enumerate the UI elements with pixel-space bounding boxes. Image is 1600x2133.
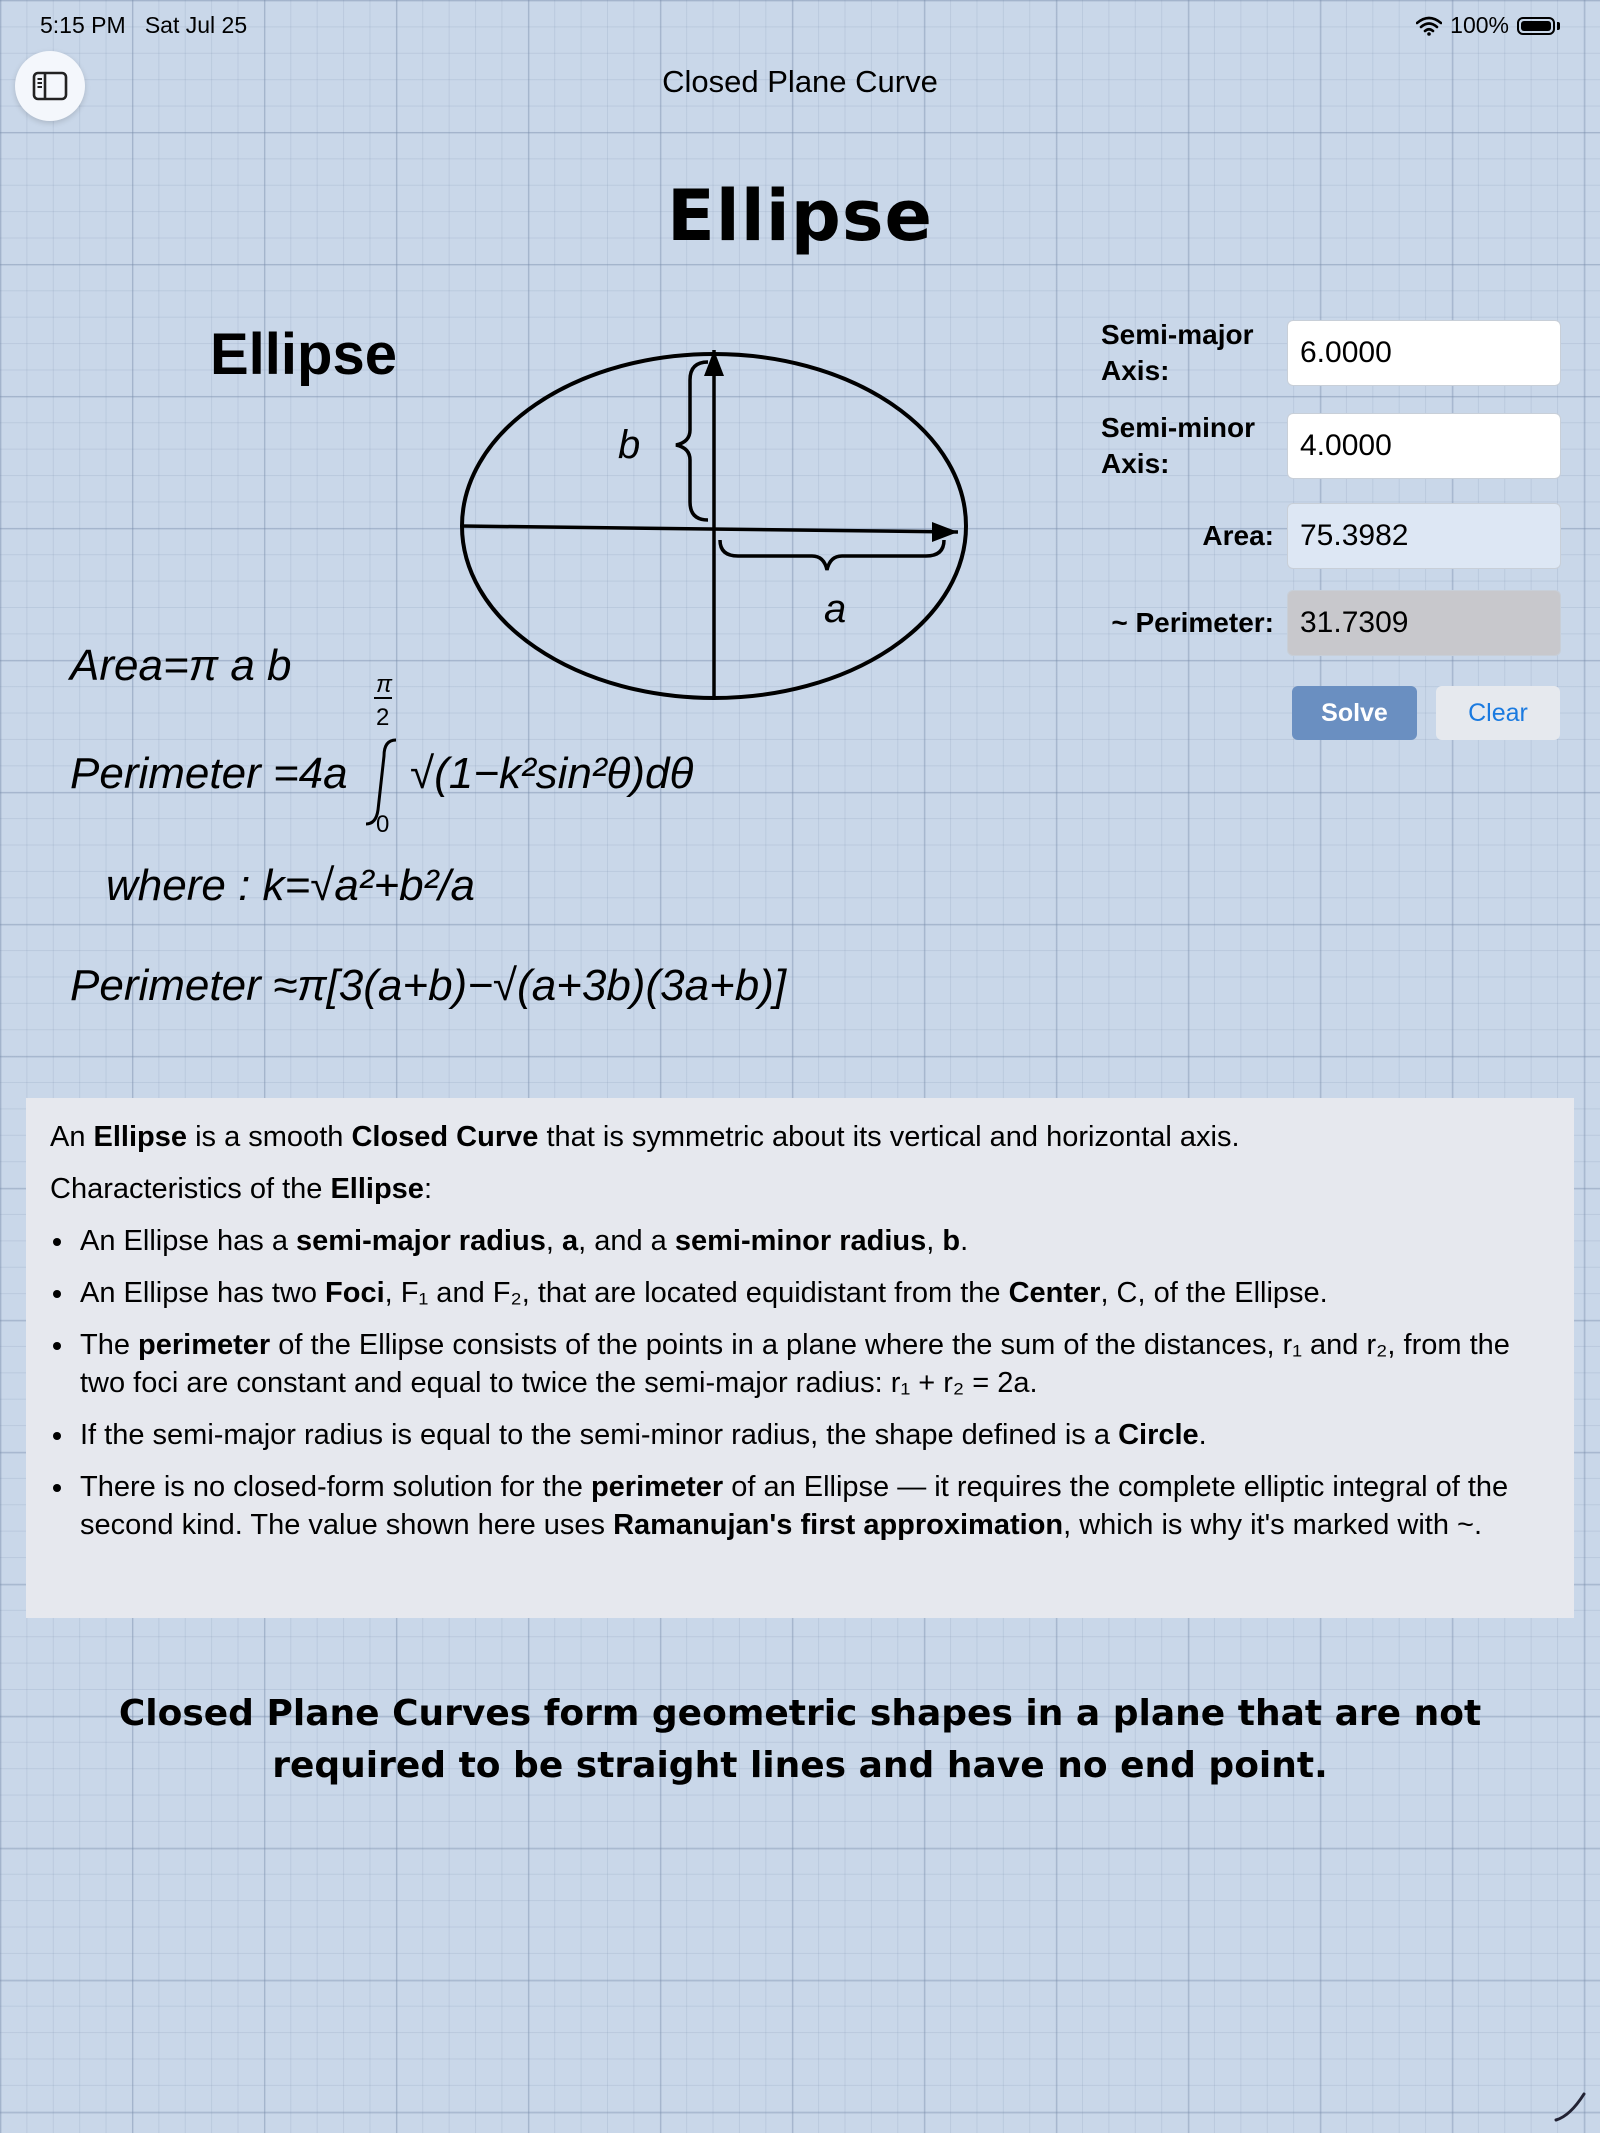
brace-b [676,362,708,520]
list-item: • If the semi-major radius is equal to the semi-minor radius, the shape defined is a Circle. [76,1416,1550,1454]
characteristics-list [50,1222,1550,1544]
info-panel [26,1098,1574,1618]
where-formula: where : k=√a²+b²/a [106,861,475,910]
list-item: • The perimeter of the Ellipse consists of the points in a plane where the sum of the distances, r₁ and r₂, from the two foci are constant and equal to twice the semi-major radius: r₁ + r₂ = 2a. [76,1326,1550,1402]
label-b: b [618,423,641,467]
perimeter-approx-formula: Perimeter ≈π[3(a+b)−√(a+3b)(3a+b)] [70,961,787,1010]
characteristics-heading: Characteristics of the Ellipse: [50,1173,433,1205]
nav-title: Closed Plane Curve [662,64,938,99]
semi-minor-label: Semi-minor Axis: [1101,412,1256,479]
label-a: a [824,587,847,631]
integral-lower: 0 [376,811,390,838]
battery-percent: 100% [1450,12,1509,38]
semi-minor-input[interactable]: 4.0000 [1287,413,1561,479]
ellipse-diagram [40,320,1020,1060]
page-title: Ellipse [666,175,934,257]
integral-upper-num: π [376,671,393,698]
area-output: 75.3982 [1287,503,1561,569]
list-item: • An Ellipse has two Foci, F₁ and F₂, that are located equidistant from the Center, C, of the Ellipse. [76,1274,1550,1312]
footer-text: Closed Plane Curves form geometric shapes in a plane that are not required to be straight lines and have no end point. [118,1693,1482,1786]
battery-icon [1517,17,1555,35]
semi-major-input[interactable]: 6.0000 [1287,320,1561,386]
semi-major-label: Semi-major Axis: [1101,319,1254,386]
status-time: 5:15 PM Sat Jul 25 [40,12,248,38]
brace-a [720,540,944,570]
list-item: • There is no closed-form solution for the perimeter of an Ellipse — it requires the complete elliptic integral of the second kind. The value shown here uses Ramanujan's first approximation, which is why it's marked with ~. [76,1468,1550,1544]
perimeter-output: 31.7309 [1287,590,1561,656]
diagram-title: Ellipse [210,322,397,387]
perimeter-label: ~ Perimeter: [1111,607,1274,638]
status-right [1416,12,1560,39]
intro-paragraph: An Ellipse is a smooth Closed Curve that is symmetric about its vertical and horizontal axis. [50,1121,1240,1153]
solve-button[interactable]: Solve [1292,686,1417,740]
wifi-icon [1416,16,1442,36]
pencil-stroke-icon[interactable] [1552,2088,1588,2124]
perimeter-integral-prefix: Perimeter =4a [70,749,348,798]
list-item: • An Ellipse has a semi-major radius, a, and a semi-minor radius, b. [76,1222,1550,1260]
area-label: Area: [1202,520,1274,551]
perimeter-integral-body: √(1−k²sin²θ)dθ [410,749,694,798]
integral-upper-den: 2 [376,704,390,731]
clear-button[interactable]: Clear [1436,686,1560,740]
area-formula: Area=π a b [70,641,292,690]
